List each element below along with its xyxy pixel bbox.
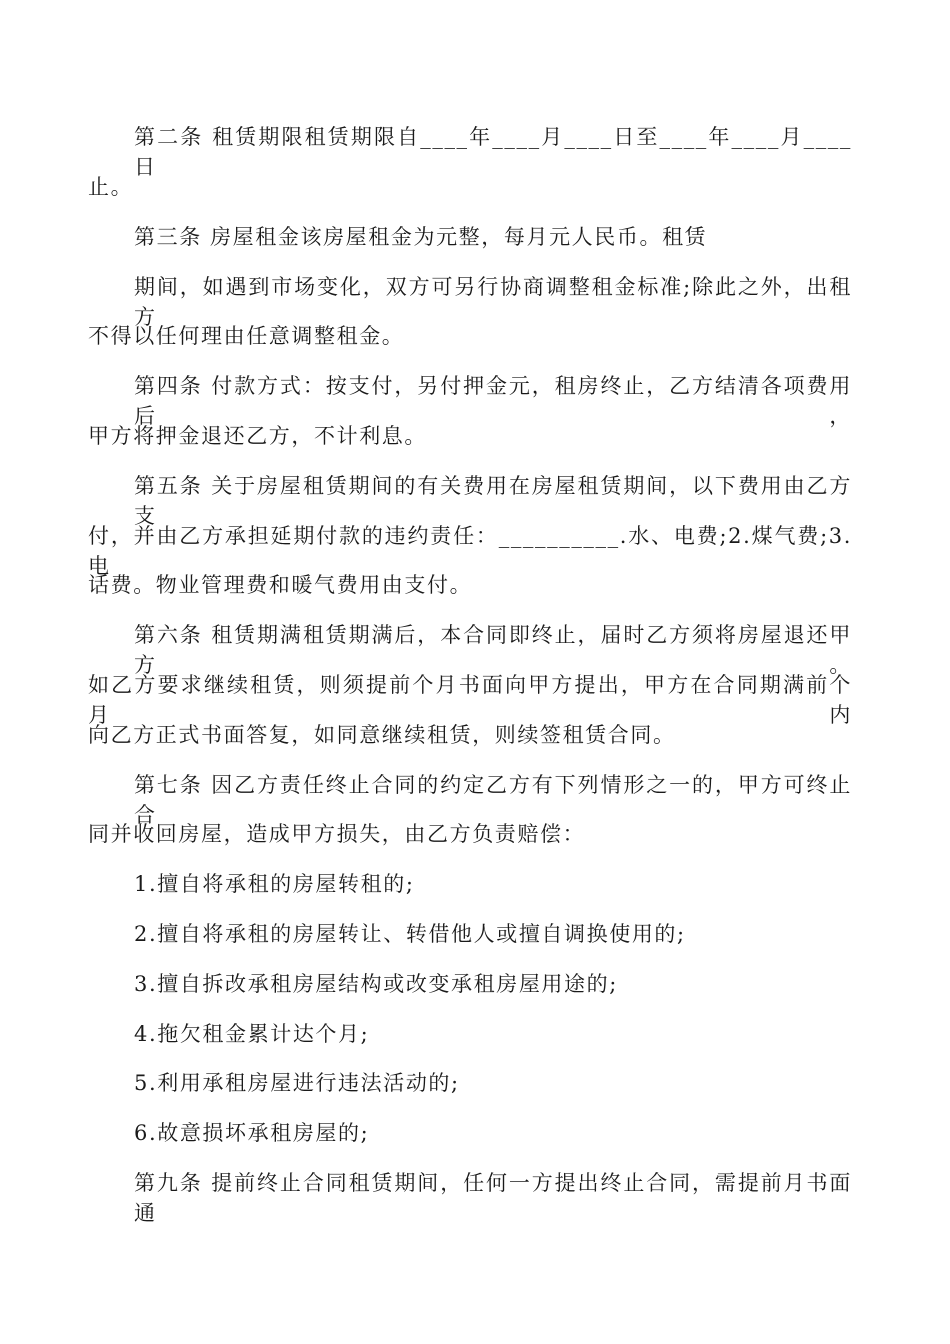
clause-2-line-1: 第二条 租赁期限租赁期限自____年____月____日至____年____月____日: [134, 125, 852, 179]
clause-7-line-2: 同并收回房屋，造成甲方损失，由乙方负责赔偿：: [88, 822, 586, 846]
clause-9-line-1: 第九条 提前终止合同租赁期间，任何一方提出终止合同，需提前月书面通: [134, 1171, 852, 1225]
clause-6-line-2: 如乙方要求继续租赁，则须提前个月书面向甲方提出，甲方在合同期满前个月内: [88, 673, 852, 727]
clause-7-line-1: 第七条 因乙方责任终止合同的约定乙方有下列情形之一的，甲方可终止合: [134, 773, 852, 827]
clause-5-line-1: 第五条 关于房屋租赁期间的有关费用在房屋租赁期间，以下费用由乙方支: [134, 474, 852, 528]
clause-5-line-2: 付，并由乙方承担延期付款的违约责任：__________.水、电费;2.煤气费;3.电: [88, 524, 852, 578]
list-item-3: 3.擅自拆改承租房屋结构或改变承租房屋用途的;: [134, 972, 618, 996]
clause-2-line-2: 止。: [88, 175, 134, 199]
list-item-5: 5.利用承租房屋进行违法活动的;: [134, 1071, 460, 1095]
clause-3-line-1: 第三条 房屋租金该房屋租金为元整，每月元人民币。租赁: [134, 225, 708, 249]
clause-6-line-1: 第六条 租赁期满租赁期满后，本合同即终止，届时乙方须将房屋退还甲方。: [134, 623, 852, 677]
clause-3-line-2: 期间，如遇到市场变化，双方可另行协商调整租金标准;除此之外，出租方: [134, 275, 852, 329]
clause-6-line-3: 向乙方正式书面答复，如同意继续租赁，则续签租赁合同。: [88, 723, 676, 747]
list-item-1: 1.擅自将承租的房屋转租的;: [134, 872, 415, 896]
list-item-2: 2.擅自将承租的房屋转让、转借他人或擅自调换使用的;: [134, 922, 686, 946]
clause-3-line-3: 不得以任何理由任意调整租金。: [88, 324, 405, 348]
list-item-6: 6.故意损坏承租房屋的;: [134, 1121, 370, 1145]
clause-4-line-2: 甲方将押金退还乙方，不计利息。: [88, 424, 427, 448]
clause-5-line-3: 话费。物业管理费和暖气费用由支付。: [88, 573, 473, 597]
list-item-4: 4.拖欠租金累计达个月;: [134, 1022, 370, 1046]
clause-4-line-1: 第四条 付款方式：按支付，另付押金元，租房终止，乙方结清各项费用后，: [134, 374, 852, 428]
